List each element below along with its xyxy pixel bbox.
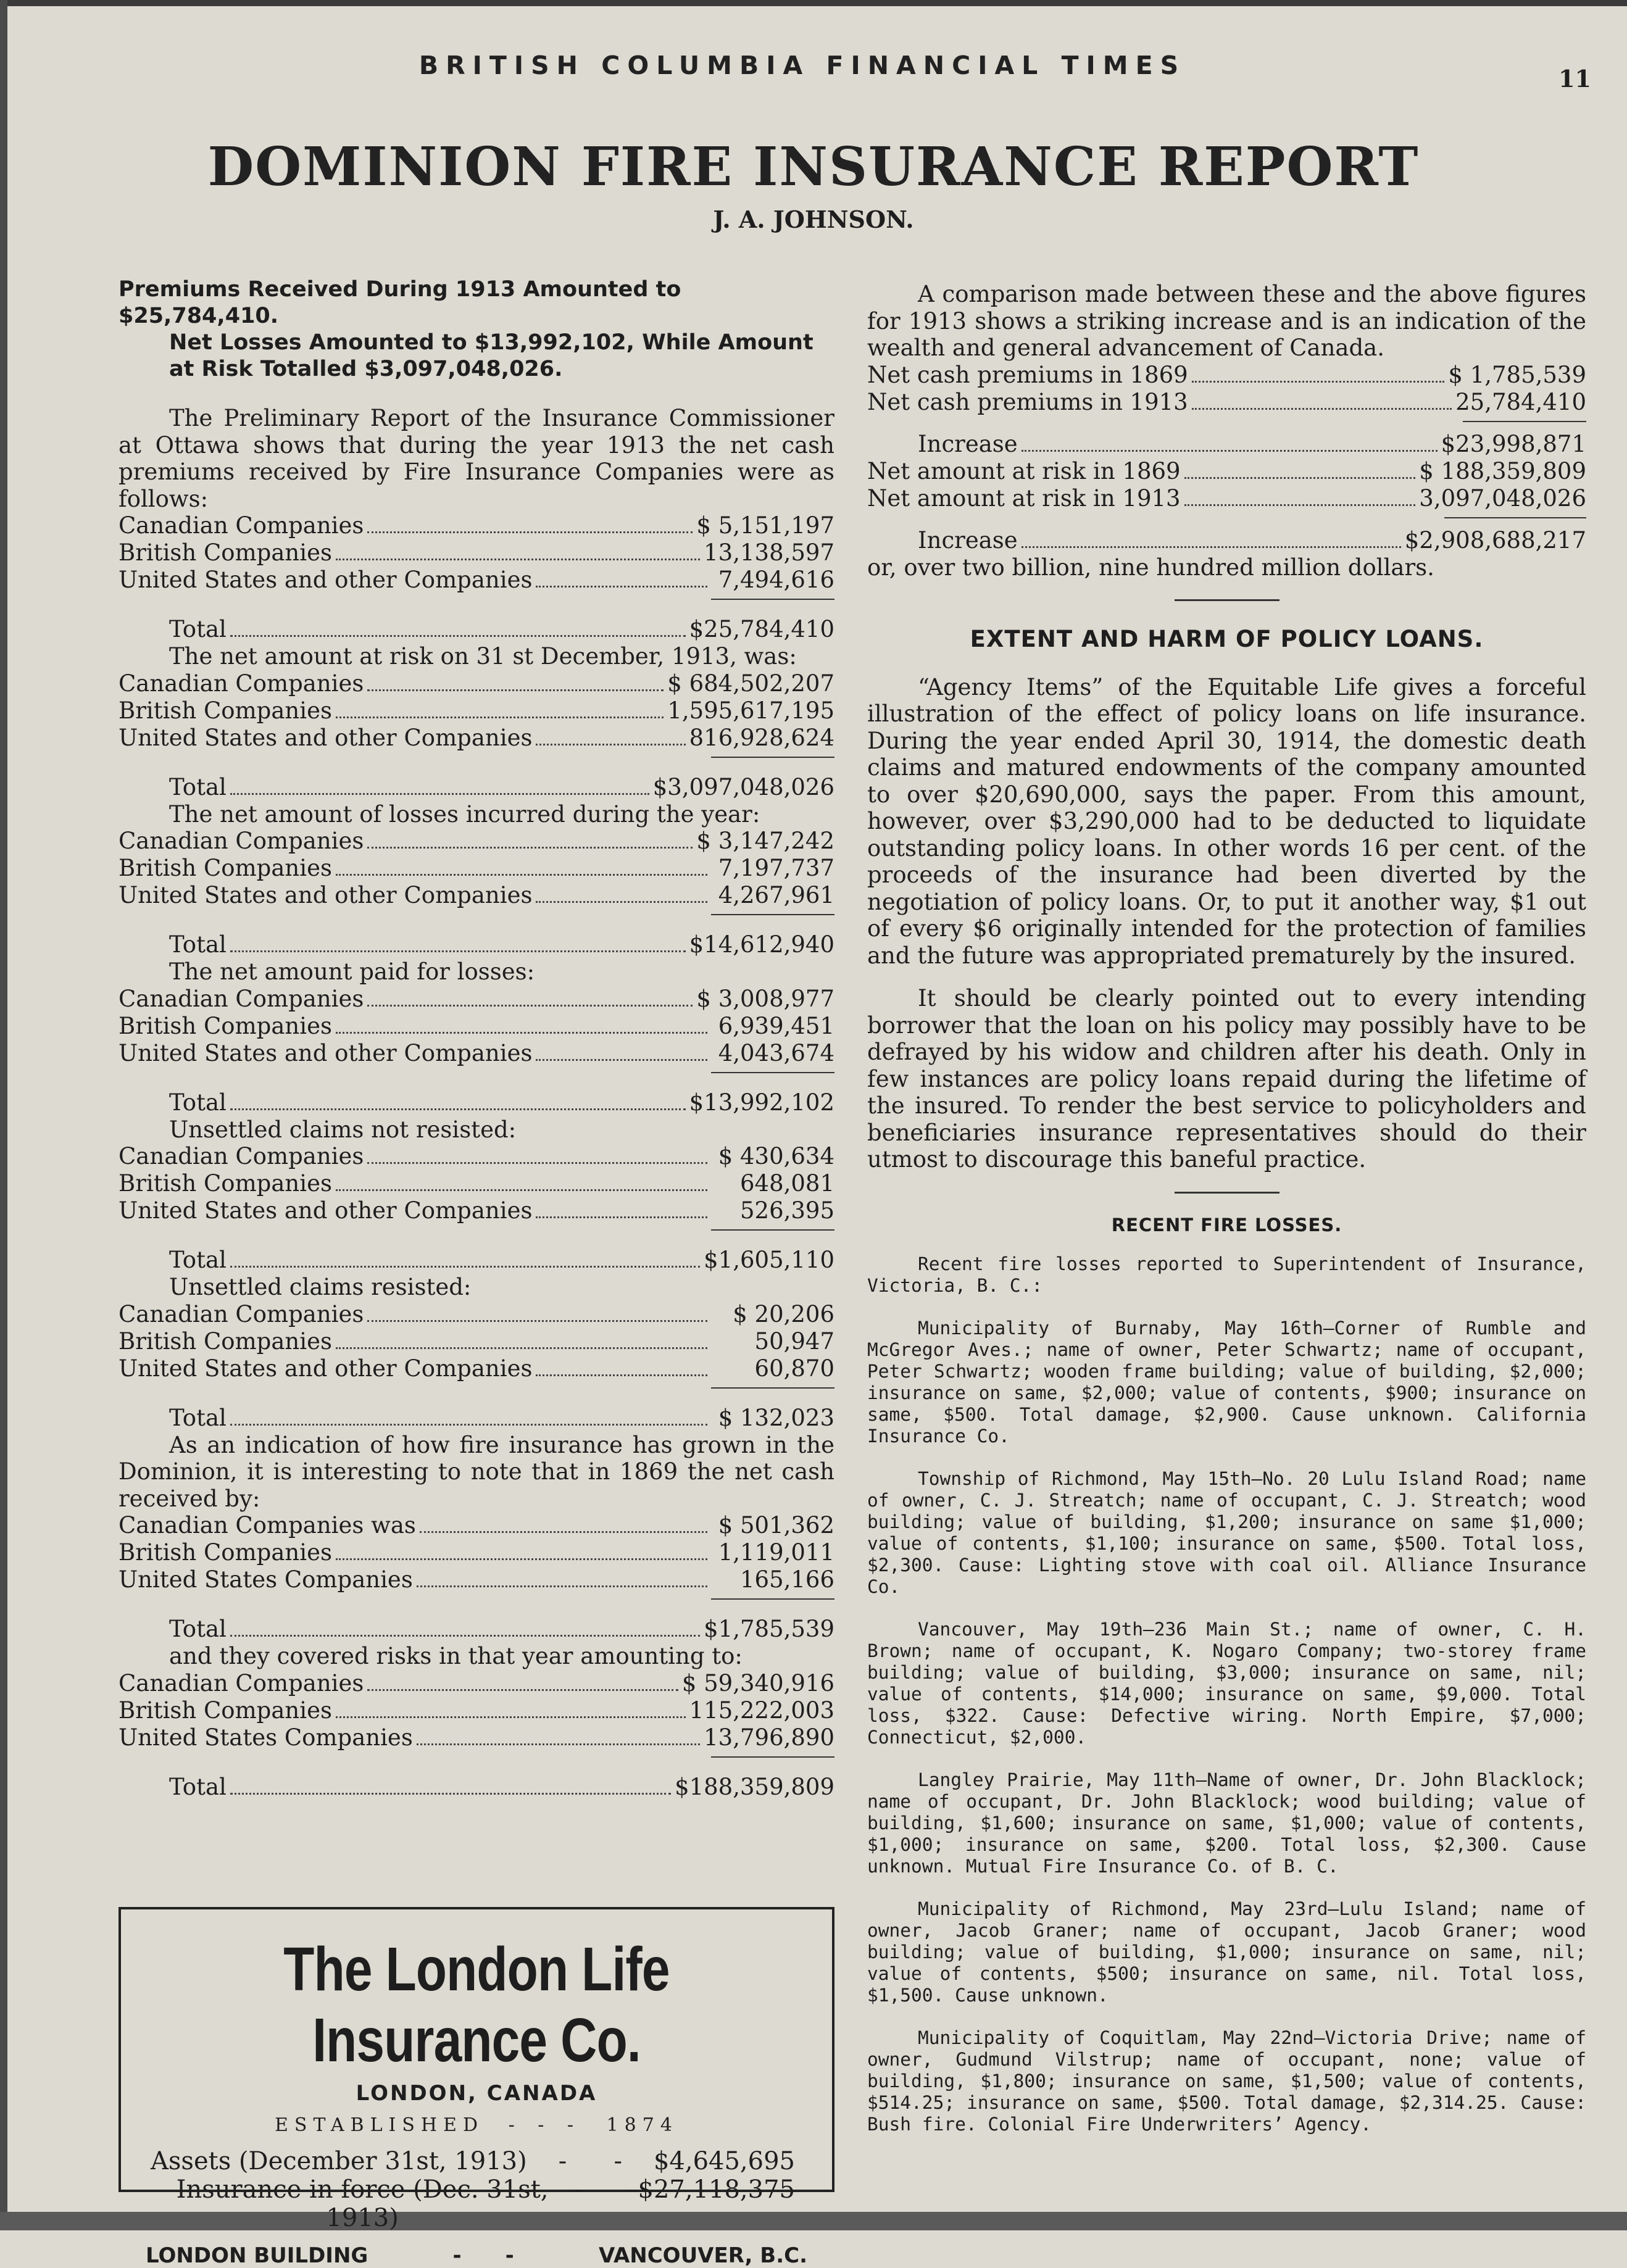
fire-loss-item: Langley Prairie, May 11th—Name of owner, Dr. John Blacklock; name of occupant, Dr. John Blacklock; wood building; value of building, $1,600; insurance on same, $1,000; value of contents, $1,000; insurance on same, $200. Total loss, $2,300. Cause unknown. Mutual Fire Insurance Co. of B. C. <box>867 1769 1586 1877</box>
section-heading: The net amount of losses incurred during the year: <box>169 800 760 828</box>
dot-leader <box>336 717 664 718</box>
stat-row <box>119 882 834 909</box>
stat-row <box>119 1724 834 1751</box>
dot-leader <box>367 1689 678 1691</box>
article-title: DOMINION FIRE INSURANCE REPORT <box>207 136 1420 198</box>
total-value: $1,605,110 <box>704 1247 834 1273</box>
row-label: United States and other Companies <box>119 567 533 593</box>
dot-leader <box>367 1320 707 1322</box>
total-value: $14,612,940 <box>689 931 834 958</box>
row-label: Net amount at risk in 1913 <box>867 484 1181 512</box>
ad-established-year: 1874 <box>606 2114 678 2136</box>
total-label: Total <box>169 773 227 800</box>
row-value: 816,928,624 <box>689 724 834 751</box>
dot-leader <box>336 559 700 560</box>
total-label: Total <box>169 1404 227 1431</box>
row-value: $ 20,206 <box>733 1300 834 1327</box>
row-label: British Companies <box>119 855 332 881</box>
total-value: $1,785,539 <box>704 1616 834 1642</box>
stat-row <box>119 986 834 1013</box>
total-value: $3,097,048,026 <box>652 773 834 800</box>
dot-leader <box>367 1005 693 1007</box>
fire-loss-item: Vancouver, May 19th—236 Main St.; name of owner, C. H. Brown; name of occupant, K. Nogaro Company; two-storey frame building; value of building, $3,000; insurance on same, nil; value of contents, $14,000; insurance on same, $9,000. Total loss, $322. Cause: Defective wiring. North Empire, $7,000; Connecticut, $2,000. <box>867 1619 1586 1748</box>
dot-leader <box>1022 450 1438 452</box>
fire-losses-heading: RECENT FIRE LOSSES. <box>1111 1214 1342 1236</box>
total-label: Total <box>169 1773 227 1800</box>
stat-row <box>119 1512 834 1539</box>
comparison-paragraph: A comparison made between these and the above figures for 1913 shows a striking increase and is an indication of the wealth and general advancement of Canada. <box>867 281 1586 361</box>
sum-rule <box>1463 421 1586 422</box>
ad-established-label: ESTABLISHED <box>275 2114 485 2136</box>
row-value: $ 1,785,539 <box>1448 361 1586 388</box>
total-value: $ 132,023 <box>718 1404 834 1431</box>
row-label: United States and other Companies <box>119 1355 533 1382</box>
row-value: 60,870 <box>754 1355 834 1382</box>
row-label: Increase <box>918 526 1018 554</box>
headline-line: at Risk Totalled $3,097,048,026. <box>169 357 563 381</box>
row-value: 50,947 <box>754 1327 834 1355</box>
stat-row <box>119 512 834 539</box>
ad-assets-row <box>121 2147 832 2175</box>
sum-rule <box>711 1229 834 1231</box>
row-value: 1,119,011 <box>718 1539 834 1566</box>
dot-leader <box>1184 477 1416 479</box>
stat-row <box>119 1013 834 1040</box>
stat-row <box>119 1566 834 1593</box>
stat-row <box>119 1197 834 1224</box>
ad-assets-label: Assets (December 31st, 1913) <box>151 2147 527 2175</box>
total-row <box>119 1405 834 1432</box>
row-label: United States and other Companies <box>119 1039 533 1066</box>
stat-row <box>119 725 834 752</box>
total-label: Total <box>169 1247 227 1273</box>
dot-leader <box>336 1347 707 1349</box>
row-label: Canadian Companies <box>119 985 364 1012</box>
row-value: $ 5,151,197 <box>696 512 834 539</box>
row-value: 13,138,597 <box>704 539 834 566</box>
headline-line: Net Losses Amounted to $13,992,102, While Amount <box>169 330 814 355</box>
row-label: United States Companies <box>119 1724 413 1751</box>
row-value: 4,043,674 <box>718 1039 834 1066</box>
total-row <box>119 616 834 643</box>
row-value: $ 59,340,916 <box>681 1669 834 1697</box>
right-column <box>867 281 1586 2156</box>
ad-footer <box>121 2243 832 2268</box>
sum-rule <box>711 1387 834 1389</box>
stat-row <box>119 670 834 697</box>
dot-leader <box>367 1162 707 1164</box>
stat-section <box>119 1432 834 1643</box>
sum-rule <box>711 1756 834 1758</box>
row-label: Canadian Companies <box>119 670 364 697</box>
dot-leader <box>536 1216 707 1218</box>
dot-leader <box>420 1531 707 1533</box>
dot-leader <box>367 531 693 533</box>
increase-row <box>867 527 1586 554</box>
dot-leader <box>417 1743 700 1745</box>
row-value: 13,796,890 <box>704 1724 834 1751</box>
row-value: $ 684,502,207 <box>667 670 834 697</box>
ad-city: LONDON, CANADA <box>356 2081 597 2106</box>
policy-loans-heading: EXTENT AND HARM OF POLICY LOANS. <box>970 626 1484 652</box>
scan-edge-left <box>0 0 7 2230</box>
stat-section <box>119 512 834 643</box>
stat-row <box>119 1355 834 1382</box>
dot-leader <box>230 1793 671 1795</box>
risk-row <box>867 485 1586 512</box>
dot-leader <box>336 1032 707 1034</box>
stat-row <box>119 1539 834 1566</box>
row-value: $ 501,362 <box>718 1512 834 1539</box>
fire-losses-list <box>867 1253 1586 2135</box>
row-label: British Companies <box>119 1539 332 1566</box>
stat-row <box>119 697 834 725</box>
stat-section <box>119 1116 834 1274</box>
dot-leader <box>1184 504 1416 506</box>
row-value: 6,939,451 <box>718 1012 834 1039</box>
fire-loss-item: Township of Richmond, May 15th—No. 20 Lulu Island Road; name of owner, C. J. Streatch; name of occupant, C. J. Streatch; wood building; value of building, $1,200; insurance on same $1,000; value of contents, $1,100; insurance on same, $500. Total loss, $2,300. Cause: Lighting stove with coal oil. Alliance Insurance Co. <box>867 1468 1586 1597</box>
total-row <box>119 931 834 958</box>
ad-footer-left: LONDON BUILDING <box>146 2243 368 2268</box>
row-label: British Companies <box>119 697 332 724</box>
fire-loss-item: Municipality of Coquitlam, May 22nd—Victoria Drive; name of owner, Gudmund Vilstrup; name of occupant, none; value of building, $1,800; insurance on same, $1,500; value of contents, $514.25; insurance on same, $500. Total damage, $2,314.25. Cause: Bush fire. Colonial Fire Underwriters’ Agency. <box>867 2027 1586 2135</box>
london-life-advertisement <box>119 1907 834 2268</box>
dot-leader <box>336 1558 707 1560</box>
section-heading: The net amount paid for losses: <box>169 958 535 985</box>
stat-row <box>119 539 834 567</box>
total-label: Total <box>169 1616 227 1642</box>
headline-line: Premiums Received During 1913 Amounted to $25,784,410. <box>119 277 681 328</box>
fire-loss-item: Municipality of Burnaby, May 16th—Corner of Rumble and McGregor Aves.; name of owner, Peter Schwartz; name of occupant, Peter Schwartz; wooden frame building; value of building, $2,000; insurance on same, $2,000; value of contents, $900; insurance on same, $500. Total damage, $2,900. Cause unknown. California Insurance Co. <box>867 1318 1586 1447</box>
dot-leader <box>230 1108 686 1110</box>
dot-leader <box>1192 381 1445 383</box>
stat-row <box>119 1170 834 1197</box>
row-value: $ 3,008,977 <box>696 985 834 1012</box>
stat-row <box>119 828 834 855</box>
fire-loss-item: Municipality of Richmond, May 23rd—Lulu Island; name of owner, Jacob Graner; name of occupant, Jacob Graner; wood building; value of building, $1,000; insurance on same, nil; value of contents, $500; insurance on same, nil. Total loss, $1,500. Cause unknown. <box>867 1898 1586 2006</box>
dot-leader <box>536 1059 707 1061</box>
article-byline: J. A. JOHNSON. <box>713 206 914 233</box>
row-value: $ 3,147,242 <box>696 828 834 854</box>
row-value: 4,267,961 <box>718 882 834 908</box>
row-label: Canadian Companies <box>119 1300 364 1327</box>
section-heading: Unsettled claims not resisted: <box>169 1116 517 1143</box>
row-value: $2,908,688,217 <box>1404 526 1586 554</box>
dot-leader <box>230 950 686 952</box>
intro-paragraph: The Preliminary Report of the Insurance Commissioner at Ottawa shows that during the year 1913 the net cash premiums received by Fire Insurance Companies were as follows: <box>119 405 834 512</box>
dot-leader <box>230 1424 707 1426</box>
row-label: British Companies <box>119 1327 332 1355</box>
sum-rule <box>711 1072 834 1073</box>
stat-row <box>119 1301 834 1328</box>
row-value: $23,998,871 <box>1441 430 1586 457</box>
row-value: $ 188,359,809 <box>1419 457 1586 484</box>
row-value: 648,081 <box>739 1170 834 1197</box>
total-row <box>119 1774 834 1801</box>
scan-edge-top <box>0 0 1627 6</box>
total-label: Total <box>169 931 227 958</box>
dot-leader <box>1022 546 1401 548</box>
row-value: 7,197,737 <box>718 855 834 881</box>
total-label: Total <box>169 1089 227 1116</box>
row-label: Net amount at risk in 1869 <box>867 457 1181 484</box>
total-value: $13,992,102 <box>689 1089 834 1116</box>
total-value: $25,784,410 <box>689 616 834 642</box>
row-label: Canadian Companies <box>119 1669 364 1697</box>
dot-leader <box>417 1585 707 1587</box>
sum-rule <box>711 599 834 600</box>
dot-leader <box>536 586 707 588</box>
page-number: 11 <box>1558 65 1591 93</box>
total-label: Total <box>169 616 227 642</box>
policy-loans-paragraph: It should be clearly pointed out to every intending borrower that the loan on his policy may possibly have to be defrayed by his widow and children after his death. Only in few instances are policy loans repaid during the lifetime of the insured. To render the best service to policyholders and beneficiaries insurance representatives should do their utmost to discourage this baneful practice. <box>867 985 1586 1173</box>
dot-leader <box>230 635 686 637</box>
ad-footer-dashes: - - <box>452 2243 514 2268</box>
ad-insurance-value: $27,118,375 <box>638 2175 795 2204</box>
row-value: 3,097,048,026 <box>1419 484 1586 512</box>
ad-insurance-label: Insurance in force (Dec. 31st, 1913) <box>176 2175 549 2232</box>
section-heading: Unsettled claims resisted: <box>169 1274 472 1300</box>
stat-section <box>119 958 834 1116</box>
stat-section <box>119 801 834 959</box>
stat-section <box>119 643 834 801</box>
total-row <box>119 1089 834 1116</box>
dot-leader <box>536 744 685 746</box>
dot-leader <box>336 1716 686 1718</box>
stat-section <box>119 1274 834 1432</box>
row-label: Canadian Companies <box>119 828 364 854</box>
dot-leader <box>230 1635 700 1637</box>
row-label: United States and other Companies <box>119 724 533 751</box>
dot-leader <box>1192 408 1452 410</box>
row-label: British Companies <box>119 1170 332 1197</box>
total-row <box>119 774 834 801</box>
sum-rule <box>711 1598 834 1600</box>
row-label: United States and other Companies <box>119 1197 533 1224</box>
section-heading: The net amount at risk on 31 st December, 1913, was: <box>169 643 797 670</box>
left-column <box>119 276 834 1801</box>
fire-loss-item: Recent fire losses reported to Superintendent of Insurance, Victoria, B. C.: <box>867 1253 1586 1296</box>
dot-leader <box>536 1374 707 1376</box>
stat-row <box>119 1328 834 1355</box>
total-row <box>119 1616 834 1643</box>
section-divider <box>1175 599 1280 601</box>
dot-leader <box>230 793 649 795</box>
ad-established-dashes: - - - <box>508 2114 583 2136</box>
stat-row <box>119 1697 834 1724</box>
row-value: 165,166 <box>739 1566 834 1593</box>
row-label: United States Companies <box>119 1566 413 1593</box>
comparison-row <box>867 389 1586 416</box>
stat-row <box>119 567 834 594</box>
row-label: British Companies <box>119 1697 332 1724</box>
row-label: Net cash premiums in 1869 <box>867 361 1188 388</box>
increase-row <box>867 431 1586 458</box>
total-row <box>119 1247 834 1274</box>
row-label: Canadian Companies <box>119 512 364 539</box>
row-label: Canadian Companies <box>119 1143 364 1169</box>
ad-footer-right: VANCOUVER, B.C. <box>598 2243 807 2268</box>
row-label: Canadian Companies was <box>119 1512 416 1539</box>
running-head: BRITISH COLUMBIA FINANCIAL TIMES <box>418 51 1186 80</box>
row-label: Net cash premiums in 1913 <box>867 388 1188 415</box>
section-heading: As an indication of how fire insurance has grown in the Dominion, it is interesting to note that in 1869 the net cash received by: <box>119 1431 834 1512</box>
statistics-sections <box>119 512 834 1801</box>
dot-leader <box>367 689 664 691</box>
dot-leader <box>367 847 693 849</box>
row-value: 1,595,617,195 <box>667 697 834 724</box>
stat-row <box>119 1143 834 1170</box>
ad-insurance-row <box>121 2175 832 2232</box>
sum-rule <box>711 914 834 915</box>
ad-assets-value: $4,645,695 <box>653 2147 795 2175</box>
row-value: 526,395 <box>739 1197 834 1224</box>
risk-row <box>867 458 1586 485</box>
section-heading: and they covered risks in that year amounting to: <box>169 1643 743 1669</box>
row-label: British Companies <box>119 539 332 566</box>
comparison-row <box>867 362 1586 389</box>
policy-loans-paragraph: “Agency Items” of the Equitable Life gives a forceful illustration of the effect of policy loans on life insurance. During the year ended April 30, 1914, the domestic death claims and matured endowments of the company amounted to over $20,690,000, says the paper. From this amount, however, over $3,290,000 had to be deducted to liquidate outstanding policy loans. In other words 16 per cent. of the proceeds of the insurance had been diverted by the negotiation of policy loans. Or, to put it another way, $1 out of every $6 originally intended for the protection of families and the future was appropriated prematurely by the insured. <box>867 673 1586 969</box>
ad-dashes: - - <box>574 2175 638 2204</box>
row-label: United States and other Companies <box>119 882 533 908</box>
stat-section <box>119 1643 834 1801</box>
row-value: 25,784,410 <box>1455 388 1586 415</box>
row-label: Increase <box>918 430 1018 457</box>
row-value: 115,222,003 <box>689 1697 834 1724</box>
sum-rule <box>711 757 834 758</box>
row-value: $ 430,634 <box>718 1143 834 1169</box>
row-label: British Companies <box>119 1012 332 1039</box>
dot-leader <box>336 1189 707 1191</box>
article-headline <box>119 276 834 383</box>
closing-line: or, over two billion, nine hundred million dollars. <box>867 554 1434 581</box>
dot-leader <box>336 874 707 876</box>
ad-dashes: - - <box>558 2147 623 2175</box>
dot-leader <box>536 901 707 903</box>
dot-leader <box>230 1266 700 1268</box>
sum-rule <box>1444 517 1586 518</box>
stat-row <box>119 1670 834 1697</box>
ad-established <box>121 2114 832 2136</box>
stat-row <box>119 1040 834 1067</box>
stat-row <box>119 855 834 882</box>
row-value: 7,494,616 <box>718 567 834 593</box>
total-value: $188,359,809 <box>675 1773 834 1800</box>
section-divider <box>1175 1192 1280 1194</box>
ad-company-name: The London Life Insurance Co. <box>283 1935 670 2075</box>
